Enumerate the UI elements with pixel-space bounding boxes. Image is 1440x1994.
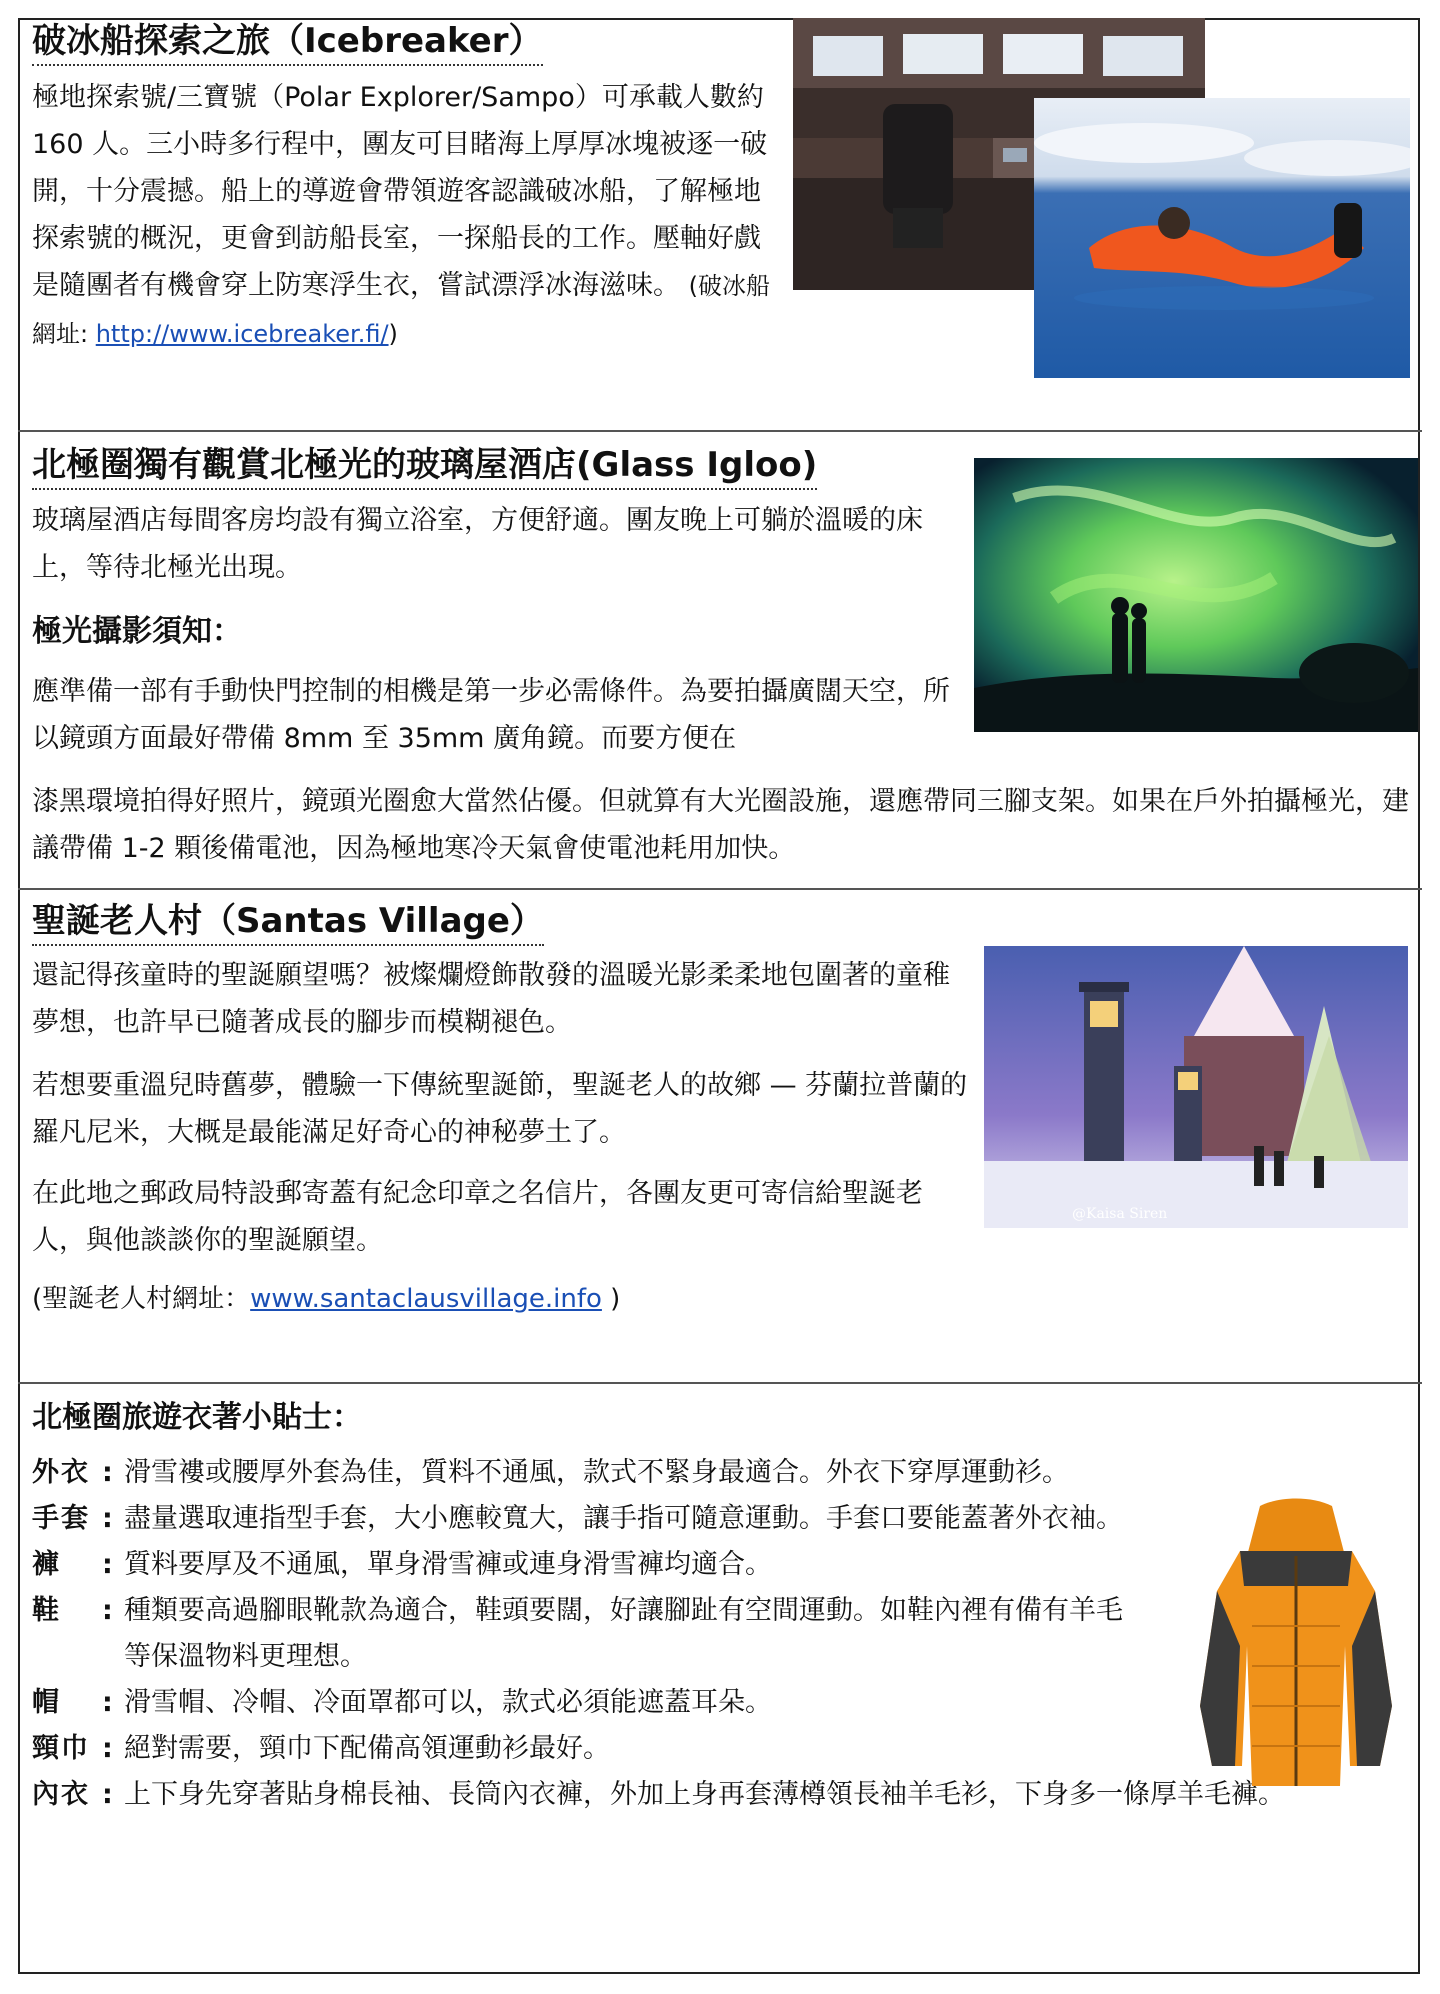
santa-para-1: 還記得孩童時的聖誕願望嗎？被燦爛燈飾散發的溫暖光影柔柔地包圍著的童稚夢想，也許早已隨著成長的腳步而模糊褪色。 xyxy=(32,960,950,1038)
clothing-label: 鞋 xyxy=(32,1595,61,1626)
clothing-text: 盡量選取連指型手套，大小應較寬大，讓手指可隨意運動。手套口要能蓋著外衣袖。 xyxy=(124,1503,1123,1534)
santa-link-suffix: ) xyxy=(601,1284,621,1314)
photo-tips-text-2: 漆黑環境拍得好照片，鏡頭光圈愈大當然佔優。但就算有大光圈設施，還應帶同三腳支架。如果在戶外拍攝極光，建議帶備 1-2 顆後備電池，因為極地寒冷天氣會使電池耗用加快。 xyxy=(32,786,1409,864)
clothing-colon: : xyxy=(102,1595,113,1626)
aurora-photo xyxy=(974,458,1418,732)
clothing-label: 內衣 xyxy=(32,1779,90,1810)
ice-floating-photo xyxy=(1034,98,1410,378)
clothing-colon: : xyxy=(102,1779,113,1810)
santa-link-line xyxy=(32,1276,972,1323)
santa-link-prefix: (聖誕老人村網址： xyxy=(32,1284,251,1314)
clothing-item xyxy=(32,1726,1152,1772)
igloo-title: 北極圈獨有觀賞北極光的玻璃屋酒店(Glass Igloo) xyxy=(32,444,817,490)
clothing-colon: : xyxy=(102,1549,113,1580)
icebreaker-title: 破冰船探索之旅（Icebreaker） xyxy=(32,20,543,66)
igloo-text: 玻璃屋酒店每間客房均設有獨立浴室，方便舒適。團友晚上可躺於溫暖的床上，等待北極光出現。 xyxy=(32,505,923,583)
clothing-label: 褲 xyxy=(32,1549,61,1580)
photo-credit: @Kaisa Siren xyxy=(1072,1206,1168,1222)
clothing-colon: : xyxy=(102,1457,113,1488)
clothing-text: 滑雪帽、冷帽、冷面罩都可以，款式必須能遮蓋耳朵。 xyxy=(124,1687,772,1718)
icebreaker-body: 極地探索號/三寶號（Polar Explorer/Sampo）可承載人數約 160 人。三小時多行程中，團友可目睹海上厚厚冰塊被逐一破開，十分震撼。船上的導遊會帶領遊客認識破冰船，了解極地探索號的概況，更會到訪船長室，一探船長的工作。壓軸好戲是隨團者有機會穿上防寒浮生衣，嘗試漂浮冰海滋味。 xyxy=(32,82,768,301)
icebreaker-link-prefix: (破冰船網址: xyxy=(32,272,770,348)
clothing-text: 質料要厚及不通風，單身滑雪褲或連身滑雪褲均適合。 xyxy=(124,1549,772,1580)
clothing-label: 手套 xyxy=(32,1503,90,1534)
clothing-title: 北極圈旅遊衣著小貼士： xyxy=(32,1400,362,1435)
clothing-item xyxy=(32,1450,1152,1496)
clothing-text: 滑雪褸或腰厚外套為佳，質料不通風，款式不緊身最適合。外衣下穿厚運動衫。 xyxy=(124,1457,1069,1488)
clothing-text: 絕對需要，頸巾下配備高領運動衫最好。 xyxy=(124,1733,610,1764)
photo-tips-title: 極光攝影須知： xyxy=(32,614,242,649)
clothing-label: 頸巾 xyxy=(32,1733,90,1764)
clothing-item xyxy=(32,1542,1152,1588)
clothing-text: 種類要高過腳眼靴款為適合，鞋頭要闊，好讓腳趾有空間運動。如鞋內裡有備有羊毛等保溫物料更理想。 xyxy=(124,1595,1123,1672)
section-divider xyxy=(18,1382,1422,1384)
photo-tips-text-1: 應準備一部有手動快門控制的相機是第一步必需條件。為要拍攝廣闊天空，所以鏡頭方面最好帶備 8mm 至 35mm 廣角鏡。而要方便在 xyxy=(32,676,950,754)
santa-para-2: 若想要重溫兒時舊夢，體驗一下傳統聖誕節，聖誕老人的故鄉 — 芬蘭拉普蘭的羅凡尼米，大概是最能滿足好奇心的神秘夢土了。 xyxy=(32,1070,968,1148)
santa-title: 聖誕老人村（Santas Village） xyxy=(32,900,544,946)
clothing-item xyxy=(32,1588,1142,1680)
icebreaker-text xyxy=(32,74,770,358)
clothing-item xyxy=(32,1680,1152,1726)
section-divider xyxy=(18,430,1422,432)
icebreaker-link[interactable]: http://www.icebreaker.fi/ xyxy=(95,320,389,348)
clothing-colon: : xyxy=(102,1733,113,1764)
clothing-colon: : xyxy=(102,1687,113,1718)
clothing-label: 外衣 xyxy=(32,1457,90,1488)
clothing-label: 帽 xyxy=(32,1687,61,1718)
clothing-text: 上下身先穿著貼身棉長袖、長筒內衣褲，外加上身再套薄樽領長袖羊毛衫，下身多一條厚羊毛褲。 xyxy=(124,1779,1285,1810)
section-divider xyxy=(18,888,1422,890)
santa-link[interactable]: www.santaclausvillage.info xyxy=(250,1284,602,1314)
clothing-item xyxy=(32,1496,1202,1542)
santa-para-3: 在此地之郵政局特設郵寄蓋有紀念印章之名信片，各團友更可寄信給聖誕老人，與他談談你的聖誕願望。 xyxy=(32,1178,923,1256)
icebreaker-link-suffix: ) xyxy=(388,320,398,348)
down-jacket-photo xyxy=(1180,1496,1412,1796)
santa-village-photo xyxy=(984,946,1408,1228)
clothing-colon: : xyxy=(102,1503,113,1534)
